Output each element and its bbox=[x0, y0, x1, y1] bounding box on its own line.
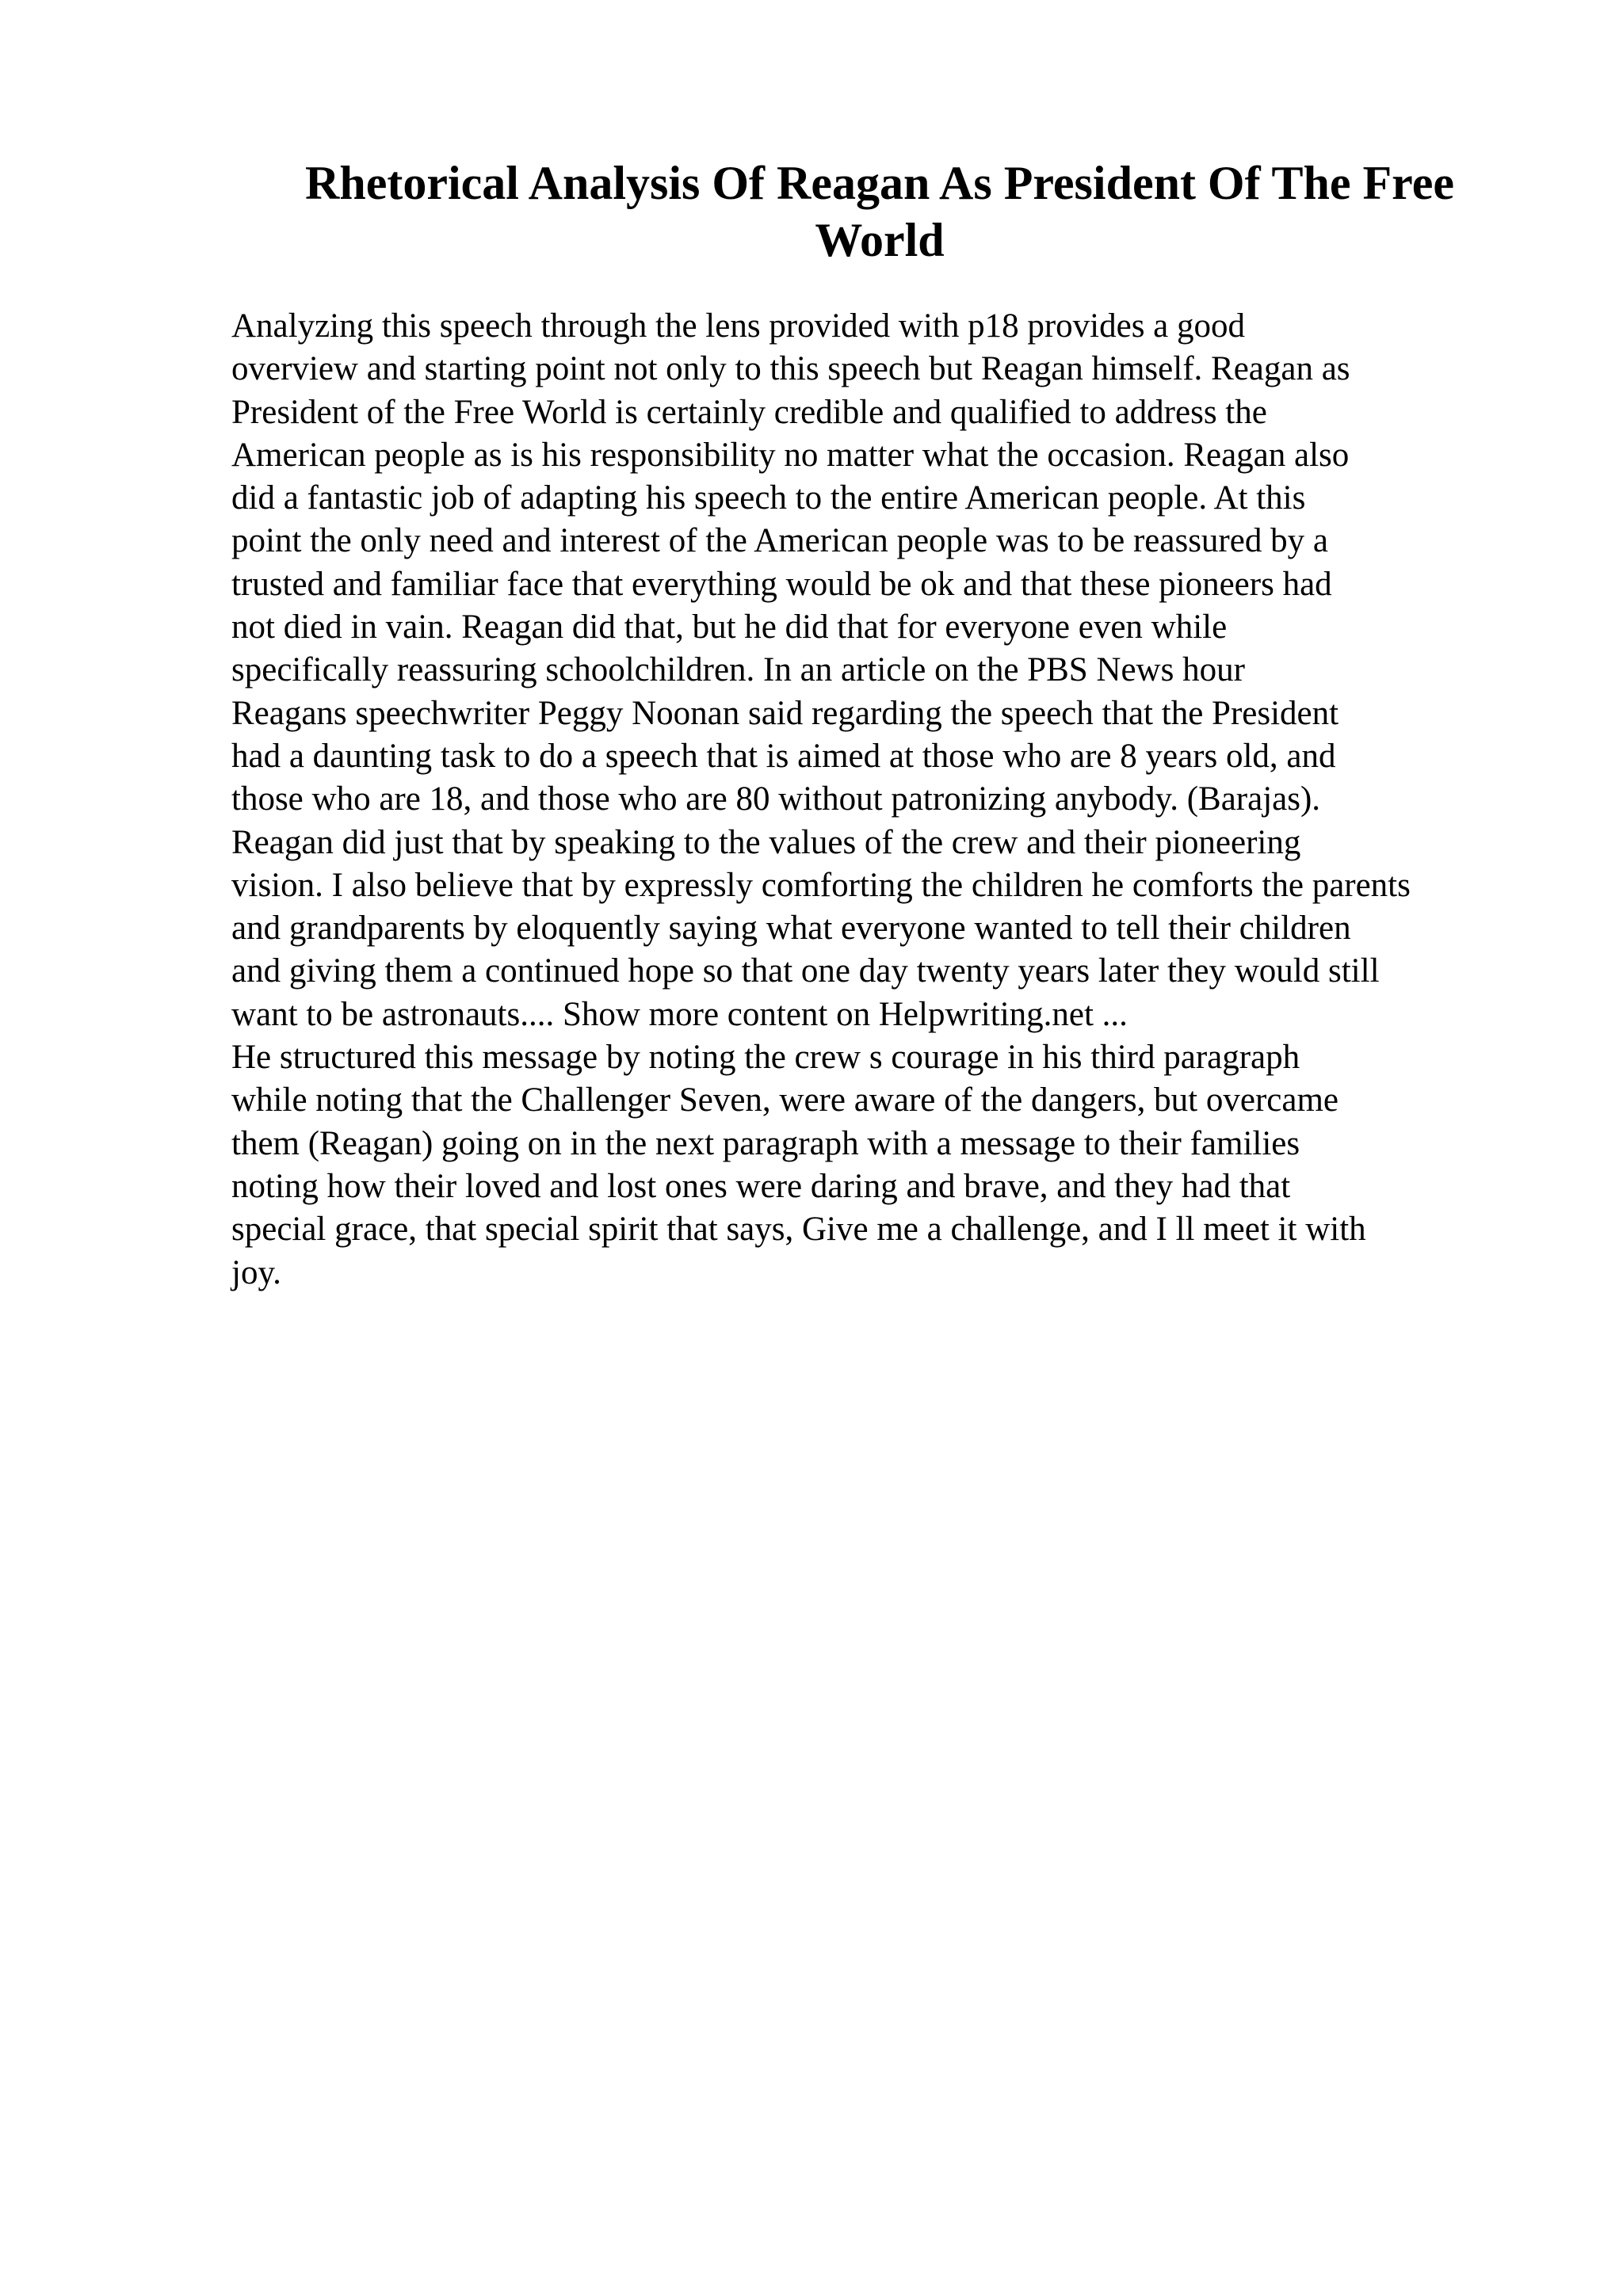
body-line: not died in vain. Reagan did that, but he did that for everyone even while bbox=[231, 608, 1228, 646]
title-line: Rhetorical Analysis Of Reagan As President Of The Free bbox=[305, 157, 1454, 209]
body-line: noting how their loved and lost ones were daring and brave, and they had that bbox=[231, 1167, 1291, 1205]
body-line: Reagan did just that by speaking to the values of the crew and their pioneering bbox=[231, 823, 1301, 861]
body-line: President of the Free World is certainly credible and qualified to address the bbox=[231, 393, 1267, 431]
body-line: joy. bbox=[231, 1253, 281, 1291]
body-line: Reagans speechwriter Peggy Noonan said regarding the speech that the President bbox=[231, 694, 1339, 732]
body-line: them (Reagan) going on in the next paragraph with a message to their families bbox=[231, 1124, 1300, 1162]
body-line: those who are 18, and those who are 80 without patronizing anybody. (Barajas). bbox=[231, 780, 1321, 818]
body-line: special grace, that special spirit that says, Give me a challenge, and I ll meet it with bbox=[231, 1211, 1366, 1249]
body-line: and giving them a continued hope so that one day twenty years later they would still bbox=[231, 952, 1380, 990]
body-line: specifically reassuring schoolchildren. In an article on the PBS News hour bbox=[231, 651, 1245, 689]
body-line: overview and starting point not only to this speech but Reagan himself. Reagan as bbox=[231, 350, 1350, 388]
body-line: American people as is his responsibility no matter what the occasion. Reagan also bbox=[231, 436, 1350, 474]
body-line: while noting that the Challenger Seven, were aware of the dangers, but overcame bbox=[231, 1081, 1338, 1119]
body-line: trusted and familiar face that everything would be ok and that these pioneers had bbox=[231, 565, 1332, 603]
body-line: point the only need and interest of the American people was to be reassured by a bbox=[231, 522, 1328, 560]
body-line: and grandparents by eloquently saying what everyone wanted to tell their children bbox=[231, 910, 1351, 948]
title-line: World bbox=[815, 214, 945, 266]
body-line: Analyzing this speech through the lens provided with p18 provides a good bbox=[231, 307, 1246, 345]
body-line: vision. I also believe that by expressly comforting the children he comforts the parents bbox=[231, 866, 1411, 904]
body-line: want to be astronauts.... Show more content on Helpwriting.net ... bbox=[231, 995, 1128, 1033]
body-line: did a fantastic job of adapting his speech to the entire American people. At this bbox=[231, 479, 1306, 517]
document-body bbox=[231, 305, 1531, 1295]
body-line: had a daunting task to do a speech that is aimed at those who are 8 years old, and bbox=[231, 737, 1336, 775]
body-line: He structured this message by noting the crew s courage in his third paragraph bbox=[231, 1039, 1300, 1077]
document-title bbox=[262, 154, 1498, 269]
